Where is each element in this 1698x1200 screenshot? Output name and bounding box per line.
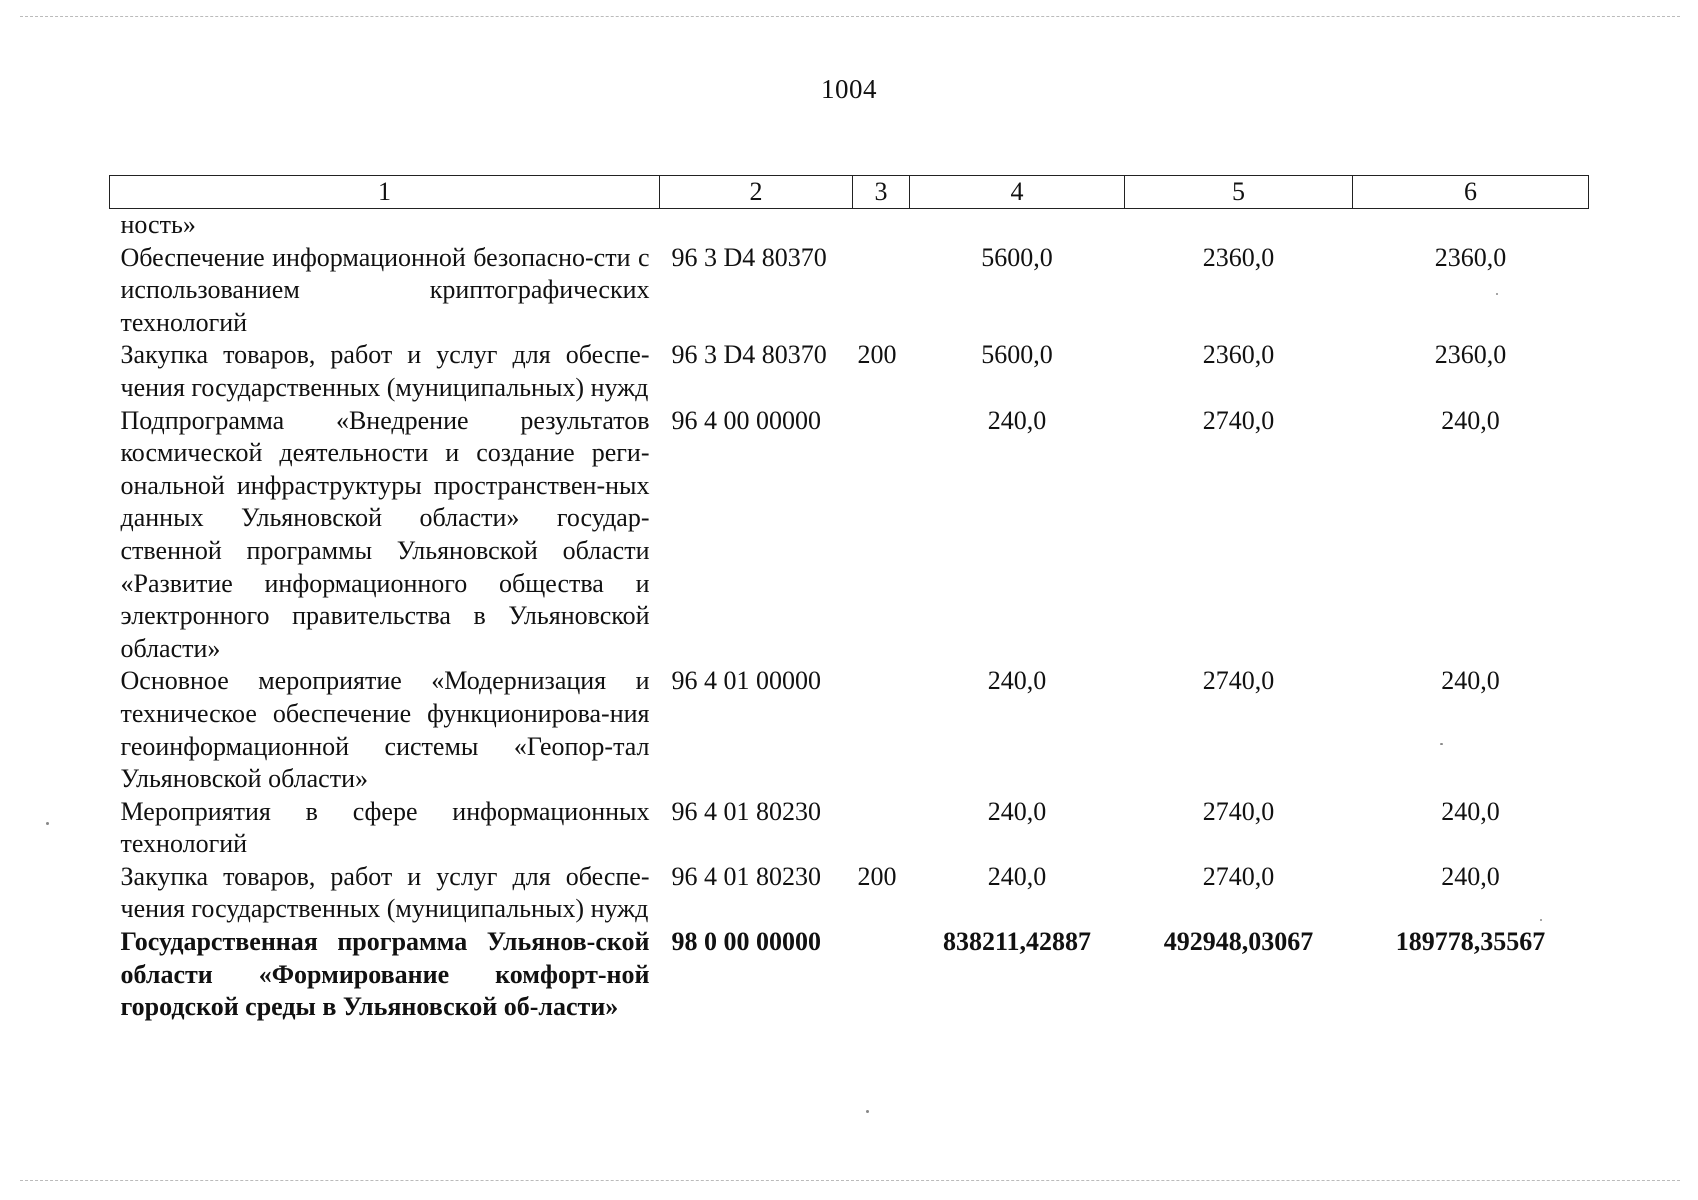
row-value-col-6: 240,0: [1441, 796, 1500, 826]
budget-table: [109, 175, 1589, 1024]
row-value-col-4: 5600,0: [981, 242, 1053, 272]
row-kvr: [853, 665, 910, 795]
header-col-1: 1: [110, 176, 660, 209]
row-name: ность»: [120, 210, 196, 239]
row-value-col-4: [910, 209, 1125, 242]
row-code: 96 4 01 00000: [671, 666, 821, 696]
row-value-col-4: 240,0: [987, 861, 1047, 891]
scan-speck: [866, 1110, 869, 1113]
row-code: 96 4 01 80230: [671, 796, 821, 826]
table-row: [110, 861, 1589, 926]
row-code: 98 0 00 00000: [671, 927, 821, 957]
row-value-col-6: 2360,0: [1434, 242, 1507, 272]
row-value-col-5: 2740,0: [1202, 861, 1275, 891]
row-value-col-6: 240,0: [1441, 861, 1500, 891]
row-value-col-6: 240,0: [1441, 405, 1500, 435]
row-value-col-4: 240,0: [987, 666, 1047, 696]
row-kvr: 200: [857, 340, 897, 370]
row-value-col-5: 2360,0: [1202, 340, 1275, 370]
row-value-col-6: 2360,0: [1434, 340, 1507, 370]
row-value-col-4: 240,0: [987, 405, 1047, 435]
row-value-col-6: 240,0: [1441, 666, 1500, 696]
table-row: [110, 242, 1589, 340]
scan-edge-bottom: [20, 1180, 1680, 1181]
page-number: 1004: [821, 74, 877, 104]
row-code: 96 4 01 80230: [671, 861, 821, 891]
table-body: [110, 209, 1589, 1024]
row-code: 96 3 D4 80370: [671, 242, 827, 272]
header-col-5: 5: [1125, 176, 1353, 209]
header-col-4: 4: [910, 176, 1125, 209]
row-value-col-5: 2360,0: [1202, 242, 1275, 272]
row-name: Обеспечение информационной безопасно-сти с использованием криптографических технологий: [120, 242, 650, 337]
row-code: 96 3 D4 80370: [671, 340, 827, 370]
header-col-2: 2: [660, 176, 853, 209]
row-code: 96 4 00 00000: [671, 405, 821, 435]
row-kvr: [853, 405, 910, 666]
row-code: [660, 209, 853, 242]
row-kvr: [853, 209, 910, 242]
table-row: [110, 339, 1589, 404]
row-value-col-6: [1353, 209, 1589, 242]
row-kvr: [853, 242, 910, 340]
row-value-col-4: 240,0: [987, 796, 1047, 826]
row-name: Основное мероприятие «Модернизация и техническое обеспечение функционирова-ния геоинформационной системы «Геопор-тал Ульяновской области»: [120, 666, 650, 794]
row-value-col-4: 838211,42887: [942, 927, 1092, 957]
scan-speck: [1540, 919, 1542, 921]
row-kvr: 200: [857, 861, 897, 891]
header-col-3: 3: [853, 176, 910, 209]
row-value-col-5: 2740,0: [1202, 796, 1275, 826]
row-kvr: [853, 926, 910, 1024]
row-name: Подпрограмма «Внедрение результатов космической деятельности и создание реги-ональной инфраструктуры пространствен-ных данных Ульяновской области» государ-ственной программы Ульяновской области «Развитие информационного общества и электронного правительства в Ульяновской области»: [120, 405, 650, 663]
row-value-col-5: 2740,0: [1202, 405, 1275, 435]
row-value-col-6: 189778,35567: [1395, 927, 1546, 957]
scan-speck: [1496, 293, 1498, 295]
row-name: Государственная программа Ульянов-ской области «Формирование комфорт-ной городской среды в Ульяновской об-ласти»: [120, 927, 650, 1022]
table-row: [110, 209, 1589, 242]
row-value-col-5: [1125, 209, 1353, 242]
scan-speck: [46, 822, 49, 825]
scan-speck: [1440, 743, 1443, 745]
row-value-col-4: 5600,0: [981, 340, 1053, 370]
header-row: [110, 176, 1589, 209]
row-kvr: [853, 796, 910, 861]
row-value-col-5: 492948,03067: [1163, 927, 1314, 957]
row-name: Закупка товаров, работ и услуг для обеспе-чения государственных (муниципальных) нужд: [120, 861, 650, 924]
row-name: Закупка товаров, работ и услуг для обеспе-чения государственных (муниципальных) нужд: [120, 340, 650, 402]
table-row: [110, 796, 1589, 861]
table-row: [110, 665, 1589, 795]
table-row: [110, 926, 1589, 1024]
row-name: Мероприятия в сфере информационных технологий: [120, 796, 650, 859]
row-value-col-5: 2740,0: [1202, 666, 1275, 696]
scan-edge-top: [20, 16, 1680, 17]
header-col-6: 6: [1353, 176, 1589, 209]
table-row: [110, 405, 1589, 666]
